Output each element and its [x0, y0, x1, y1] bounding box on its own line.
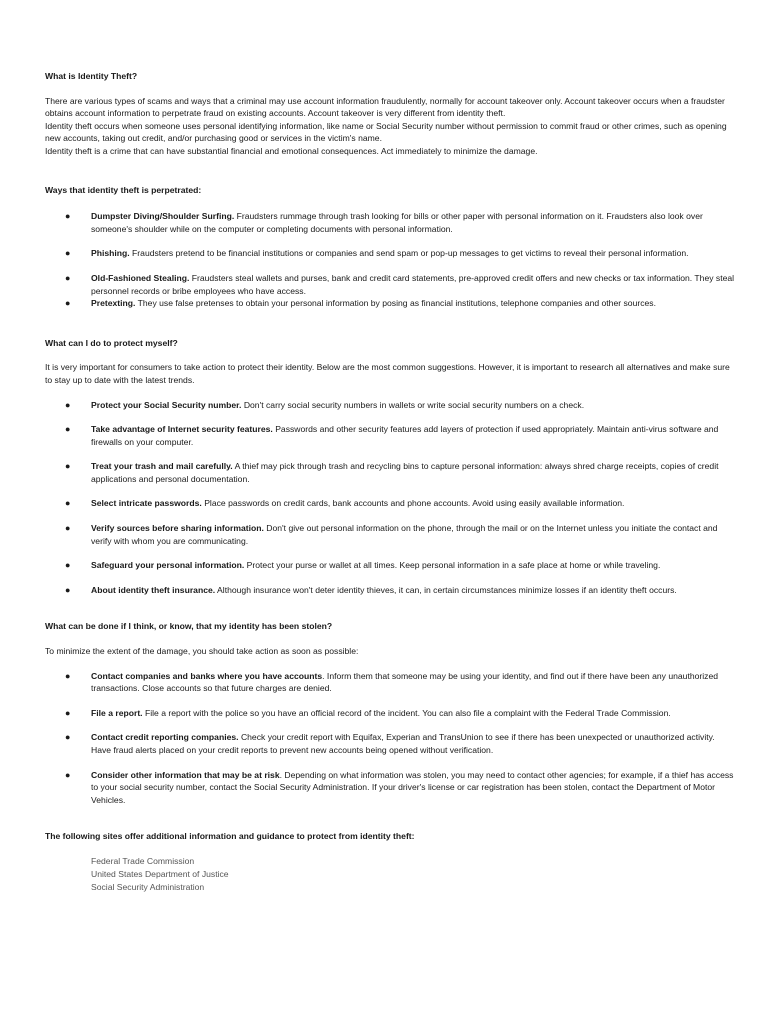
paragraph: Identity theft occurs when someone uses personal identifying information, like name or Social Security number without permission to commit fraud or other crimes, such as opening new accounts, taking out credit, and/or purchasing good or services in the victim's name. [45, 120, 727, 144]
item-text: Fraudsters steal wallets and purses, bank and credit card statements, pre-approved credit offers and new checks or tax information. They steal personnel records or bribe employees who have access. [91, 272, 735, 296]
list-item [45, 670, 735, 695]
list-item [45, 707, 735, 720]
paragraph: There are various types of scams and ways that a criminal may use account information fraudulently, normally for account takeover only. Account takeover occurs when a fraudster obtains account information to perpetrate fraud on existing accounts. Account takeover is very different from identity theft. [45, 95, 725, 119]
list-item [45, 423, 735, 448]
item-text: File a report with the police so you have an official record of the incident. You can also file a complaint with the Federal Trade Commission. [142, 707, 671, 718]
item-title: Old-Fashioned Stealing. [91, 272, 190, 283]
bullet-icon: ● [65, 769, 71, 780]
bullet-icon: ● [65, 211, 71, 222]
list-item [45, 210, 735, 235]
item-title: Phishing. [91, 248, 130, 259]
item-title: File a report. [91, 707, 143, 718]
list-item [45, 584, 735, 597]
bullet-icon: ● [65, 560, 71, 571]
item-text: Don't give out personal information on the phone, through the mail or on the Internet unless you initiate the contact and verify with whom you are communicating. [91, 523, 718, 546]
item-title: Contact credit reporting companies. [91, 732, 239, 743]
bullet-icon: ● [65, 272, 71, 283]
bullet-icon: ● [65, 424, 71, 435]
bullet-icon: ● [65, 298, 71, 309]
bullet-icon: ● [65, 498, 71, 509]
list-item [45, 297, 735, 310]
sites-list [45, 855, 735, 894]
bullet-icon: ● [65, 732, 71, 743]
item-title: Take advantage of Internet security features. [91, 424, 273, 435]
section-protect-myself [45, 337, 735, 597]
section-what-is-identity-theft [45, 70, 735, 158]
item-text: Don't carry social security numbers in wallets or write social security numbers on a check. [241, 399, 585, 410]
section-heading: What can be done if I think, or know, that my identity has been stolen? [45, 621, 333, 632]
site-link-doj[interactable]: United States Department of Justice [91, 868, 229, 879]
item-text: Check your credit report with Equifax, Experian and TransUnion to see if there has been unexpected or unauthorized activity. Have fraud alerts placed on your credit reports to prevent new accounts being opened without verification. [91, 732, 715, 755]
section-identity-stolen [45, 620, 735, 806]
bullet-icon: ● [65, 670, 71, 681]
item-text: Although insurance won't deter identity thieves, it can, in certain circumstances minimize losses if an identity theft occurs. [215, 584, 677, 595]
item-text: Place passwords on credit cards, bank accounts and phone accounts. Avoid using easily available information. [201, 498, 625, 509]
bullet-icon: ● [65, 399, 71, 410]
list-item [45, 247, 735, 260]
list-item [45, 731, 735, 756]
item-text: Passwords and other security features add layers of protection if used appropriately. Maintain anti-virus software and firewalls on your computer. [91, 424, 719, 447]
paragraph: Identity theft is a crime that can have substantial financial and emotional consequences. Act immediately to minimize the damage. [45, 145, 538, 156]
site-link-ssa[interactable]: Social Security Administration [91, 881, 205, 892]
bullet-icon: ● [65, 584, 71, 595]
section-heading: The following sites offer additional information and guidance to protect from identity theft: [45, 831, 415, 842]
item-title: Verify sources before sharing information. [91, 523, 264, 534]
section-additional-sites [45, 830, 735, 894]
item-text: . Inform them that someone may be using your identity, and find out if there have been any unauthorized transactions. Close accounts so that future charges are denied. [91, 670, 719, 694]
item-text: . Depending on what information was stolen, you may need to contact other agencies; for example, if a thief has access to your social security number, contact the Social Security Administration. If your driver's license or car registration has been stolen, contact the Department of Motor Vehicles. [91, 769, 734, 805]
site-link-ftc[interactable]: Federal Trade Commission [91, 855, 195, 866]
item-title: Select intricate passwords. [91, 498, 202, 509]
list-item [45, 460, 735, 485]
item-text: They use false pretenses to obtain your personal information by posing as financial institutions, telephone companies and other sources. [135, 298, 656, 309]
item-title: Pretexting. [91, 298, 136, 309]
item-title: Safeguard your personal information. [91, 560, 245, 571]
item-title: Treat your trash and mail carefully. [91, 461, 233, 472]
item-title: Consider other information that may be at risk [91, 769, 280, 780]
item-text: Protect your purse or wallet at all times. Keep personal information in a safe place at home or while traveling. [244, 560, 661, 571]
item-text: Fraudsters pretend to be financial institutions or companies and send spam or pop-up messages to get victims to reveal their personal information. [129, 248, 689, 259]
list-item [45, 399, 735, 412]
section-heading: What is Identity Theft? [45, 71, 138, 81]
list-item [45, 272, 735, 297]
item-title: Protect your Social Security number. [91, 399, 242, 410]
section-ways-perpetrated [45, 184, 735, 310]
section-heading: What can I do to protect myself? [45, 337, 178, 348]
section-intro: It is very important for consumers to take action to protect their identity. Below are the most common suggestions. However, it is important to research all alternatives and make sure to stay up to date with the latest trends. [45, 362, 730, 385]
item-text: A thief may pick through trash and recycling bins to capture personal information: always shred charge receipts, copies of credit applications and personal documentation. [91, 461, 719, 484]
section-heading: Ways that identity theft is perpetrated: [45, 184, 202, 195]
bullet-icon: ● [65, 707, 71, 718]
item-title: Dumpster Diving/Shoulder Surfing. [91, 211, 235, 222]
item-title: About identity theft insurance. [91, 584, 216, 595]
bullet-icon: ● [65, 523, 71, 534]
item-text: Fraudsters rummage through trash looking for bills or other paper with personal information on it. Fraudsters also look over someone's shoulder while on the computer or completing documents with personal information. [91, 211, 703, 234]
item-title: Contact companies and banks where you have accounts [91, 670, 323, 681]
bullet-icon: ● [65, 461, 71, 472]
section-intro: To minimize the extent of the damage, you should take action as soon as possible: [45, 646, 359, 657]
list-item [45, 769, 735, 807]
list-item [45, 497, 735, 510]
document-page [45, 70, 735, 894]
list-item [45, 559, 735, 572]
list-item [45, 522, 735, 547]
bullet-icon: ● [65, 248, 71, 259]
